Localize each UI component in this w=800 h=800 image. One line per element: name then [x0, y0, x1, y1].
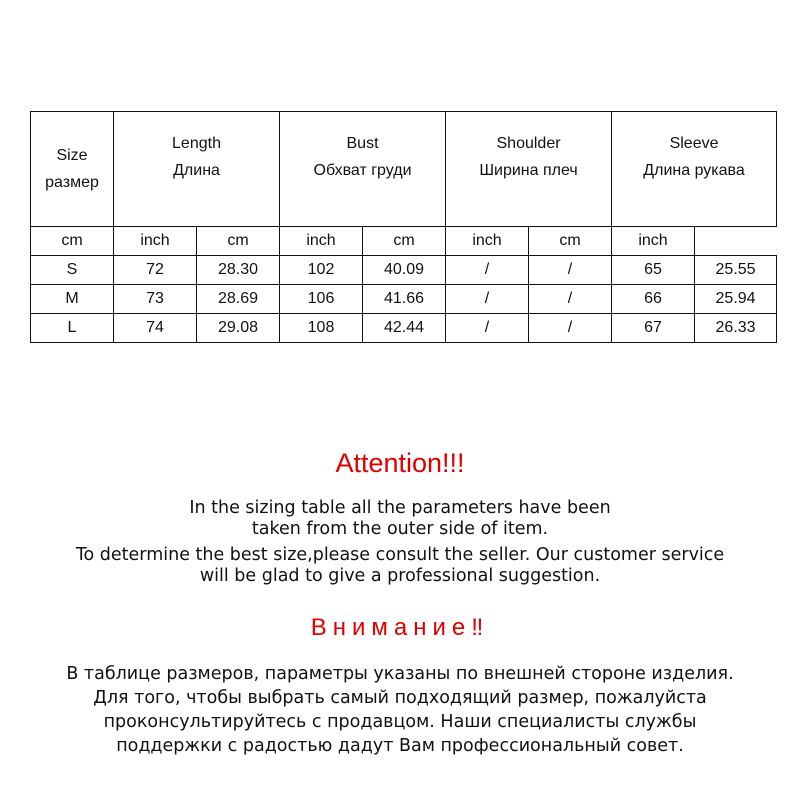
notice-line: To determine the best size,please consult the seller. Our customer service — [75, 545, 725, 565]
notice-paragraph-ru — [0, 662, 800, 758]
unit-cell: cm — [197, 227, 280, 256]
size-header-ru: размер — [45, 174, 99, 191]
data-cell: / — [446, 285, 529, 314]
unit-cell: inch — [114, 227, 197, 256]
data-cell: 67 — [612, 314, 695, 343]
table-row — [31, 256, 777, 285]
bust-header-en: Bust — [346, 135, 379, 152]
length-column-header — [114, 112, 280, 227]
data-cell: 106 — [280, 285, 363, 314]
notice-line: In the sizing table all the parameters have been — [189, 498, 611, 518]
table-row — [31, 314, 777, 343]
data-cell: 28.69 — [197, 285, 280, 314]
data-cell: 65 — [612, 256, 695, 285]
notice-line: Для того, чтобы выбрать самый подходящий размер, пожалуйста — [93, 688, 707, 708]
data-cell: 26.33 — [695, 314, 777, 343]
shoulder-header-ru: Ширина плеч — [479, 162, 578, 179]
data-cell: 41.66 — [363, 285, 446, 314]
notice-line: проконсультируйтесь с продавцом. Наши специалисты службы — [103, 712, 697, 732]
notice-line: taken from the outer side of item. — [251, 519, 549, 539]
size-header-en: Size — [56, 147, 88, 164]
data-cell: / — [529, 256, 612, 285]
size-cell: M — [31, 285, 114, 314]
data-cell: / — [529, 285, 612, 314]
data-cell: 28.30 — [197, 256, 280, 285]
size-column-header — [31, 112, 114, 227]
data-cell: / — [446, 256, 529, 285]
data-cell: 102 — [280, 256, 363, 285]
data-cell: 40.09 — [363, 256, 446, 285]
bust-header-ru: Обхват груди — [313, 162, 412, 179]
sleeve-header-ru: Длина рукава — [643, 162, 745, 179]
notice-line: поддержки с радостью дадут Вам профессиональный совет. — [116, 736, 684, 756]
unit-cell: cm — [529, 227, 612, 256]
length-header-ru: Длина — [173, 162, 220, 179]
table-header-row — [31, 112, 777, 227]
unit-cell: inch — [612, 227, 695, 256]
shoulder-column-header — [446, 112, 612, 227]
unit-cell: cm — [363, 227, 446, 256]
unit-cell: inch — [446, 227, 529, 256]
bust-column-header — [280, 112, 446, 227]
unit-cell: inch — [280, 227, 363, 256]
notice-line: В таблице размеров, параметры указаны по внешней стороне изделия. — [66, 664, 734, 684]
data-cell: 29.08 — [197, 314, 280, 343]
notice-paragraph-en-2 — [0, 545, 800, 587]
shoulder-header-en: Shoulder — [496, 135, 561, 152]
data-cell: 42.44 — [363, 314, 446, 343]
data-cell: / — [446, 314, 529, 343]
notice-paragraph-en-1 — [0, 498, 800, 540]
table-row — [31, 285, 777, 314]
length-header-en: Length — [172, 135, 221, 152]
attention-title-ru: Внимание‼ — [310, 614, 490, 641]
attention-title-en: Attention!!! — [335, 448, 465, 478]
data-cell: 73 — [114, 285, 197, 314]
data-cell: 66 — [612, 285, 695, 314]
data-cell: 74 — [114, 314, 197, 343]
data-cell: 25.94 — [695, 285, 777, 314]
data-cell: 108 — [280, 314, 363, 343]
unit-cell: cm — [31, 227, 114, 256]
size-cell: L — [31, 314, 114, 343]
data-cell: / — [529, 314, 612, 343]
table-units-row — [31, 227, 777, 256]
data-cell: 72 — [114, 256, 197, 285]
size-chart-table — [30, 111, 777, 343]
size-cell: S — [31, 256, 114, 285]
sleeve-header-en: Sleeve — [669, 135, 719, 152]
sleeve-column-header — [612, 112, 777, 227]
data-cell: 25.55 — [695, 256, 777, 285]
notice-line: will be glad to give a professional suggestion. — [199, 566, 601, 586]
